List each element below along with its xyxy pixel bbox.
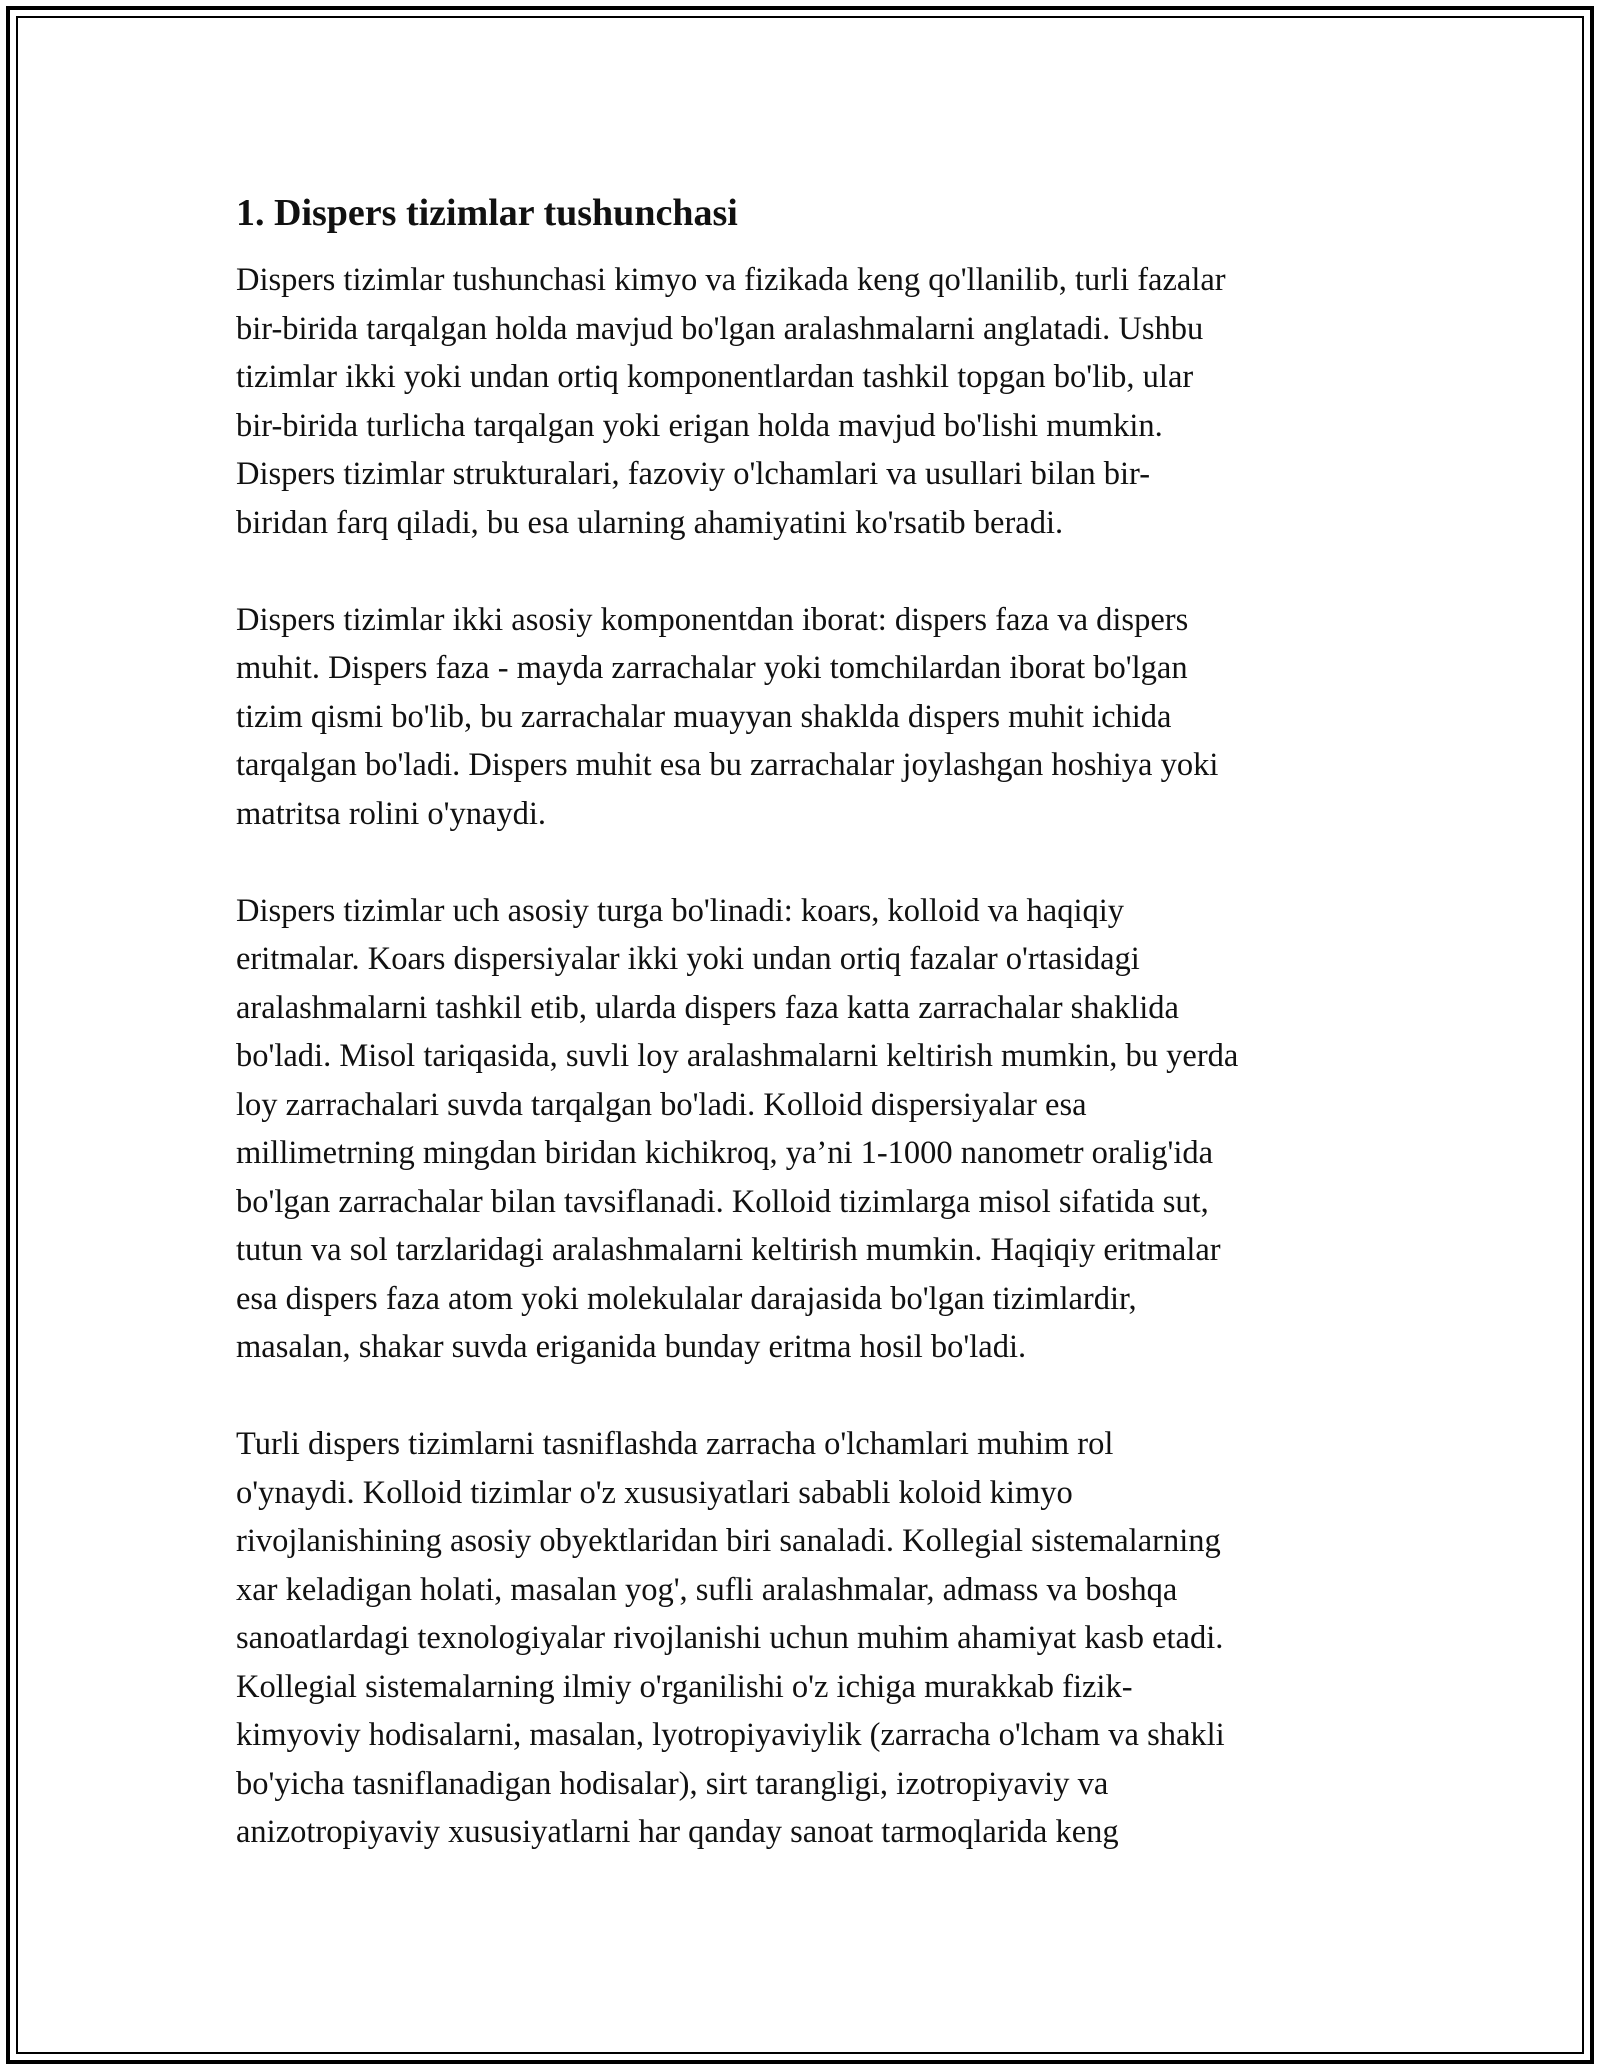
text-line: Dispers tizimlar ikki asosiy komponentdan iborat: dispers faza va dispers [236,601,1189,638]
text-line: tarqalgan bo'ladi. Dispers muhit esa bu zarrachalar joylashgan hoshiya yoki [236,747,1219,783]
text-line: biridan farq qiladi, bu esa ularning ahamiyatini ko'rsatib beradi. [236,504,1064,541]
text-line: muhit. Dispers faza - mayda zarrachalar yoki tomchilardan iborat bo'lgan [236,650,1188,686]
text-line: esa dispers faza atom yoki molekulalar darajasida bo'lgan tizimlardir, [236,1280,1137,1317]
text-line: Kollegial sistemalarning ilmiy o'rganilishi o'z ichiga murakkab fizik- [236,1668,1133,1705]
text-line: o'ynaydi. Kolloid tizimlar o'z xususiyatlari sababli koloid kimyo [236,1474,1073,1511]
paragraph [236,256,1366,547]
text-line: bir-birida tarqalgan holda mavjud bo'lgan aralashmalarni anglatadi. Ushbu [236,310,1204,347]
text-line: kimyoviy hodisalarni, masalan, lyotropiyaviylik (zarracha o'lcham va shakli [236,1717,1225,1753]
text-line: bo'lgan zarrachalar bilan tavsiflanadi. Kolloid tizimlarga misol sifatida sut, [236,1183,1209,1220]
text-line: tizim qismi bo'lib, bu zarrachalar muayyan shaklda dispers muhit ichida [236,698,1172,735]
text-line: aralashmalarni tashkil etib, ularda dispers faza katta zarrachalar shaklida [236,989,1179,1026]
text-line: Dispers tizimlar strukturalari, fazoviy o'lchamlari va usullari bilan bir- [236,456,1151,492]
text-line: bir-birida turlicha tarqalgan yoki erigan holda mavjud bo'lishi mumkin. [236,407,1163,444]
text-line: masalan, shakar suvda eriganida bunday eritma hosil bo'ladi. [236,1329,1027,1365]
text-line: Turli dispers tizimlarni tasniflashda zarracha o'lchamlari muhim rol [236,1426,1114,1462]
text-line: loy zarrachalari suvda tarqalgan bo'ladi. Kolloid dispersiyalar esa [236,1086,1087,1123]
text-line: rivojlanishining asosiy obyektlaridan biri sanaladi. Kollegial sistemalarning [236,1523,1221,1559]
text-line: sanoatlardagi texnologiyalar rivojlanishi uchun muhim ahamiyat kasb etadi. [236,1620,1224,1656]
text-line: eritmalar. Koars dispersiyalar ikki yoki undan ortiq fazalar o'rtasidagi [236,941,1140,977]
text-line: xar keladigan holati, masalan yog', sufli aralashmalar, admass va boshqa [236,1571,1178,1608]
text-line: matritsa rolini o'ynaydi. [236,795,547,832]
section-heading: 1. Dispers tizimlar tushunchasi [236,192,738,234]
paragraph [236,596,1366,839]
text-line: tizimlar ikki yoki undan ortiq komponentlardan tashkil topgan bo'lib, ular [236,359,1194,395]
text-line: tutun va sol tarzlaridagi aralashmalarni keltirish mumkin. Haqiqiy eritmalar [236,1232,1221,1268]
text-line: millimetrning mingdan biridan kichikroq, ya’ni 1-1000 nanometr oralig'ida [236,1135,1214,1171]
text-line: anizotropiyaviy xususiyatlarni har qanday sanoat tarmoqlarida keng [236,1814,1119,1850]
text-line: bo'ladi. Misol tariqasida, suvli loy aralashmalarni keltirish mumkin, bu yerda [236,1038,1239,1074]
text-line: Dispers tizimlar uch asosiy turga bo'linadi: koars, kolloid va haqiqiy [236,892,1125,929]
text-line: bo'yicha tasniflanadigan hodisalar), sirt tarangligi, izotropiyaviy va [236,1765,1109,1802]
text-line: Dispers tizimlar tushunchasi kimyo va fizikada keng qo'llanilib, turli fazalar [236,262,1226,298]
paragraph [236,887,1366,1372]
paragraph [236,1420,1366,1857]
document-body [236,186,1366,1905]
